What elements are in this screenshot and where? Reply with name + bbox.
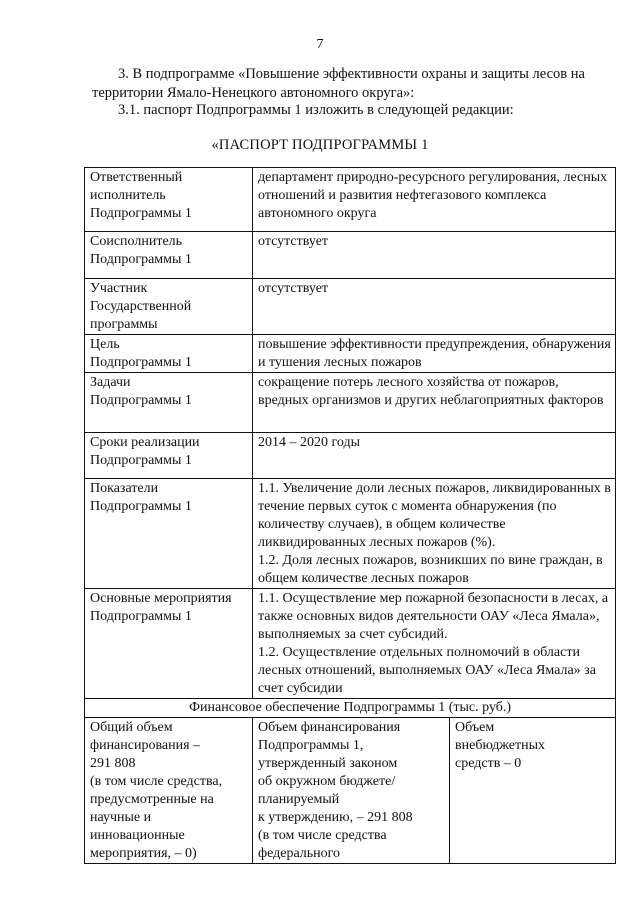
financing-extrabudgetary: Объем внебюджетных средств – 0: [450, 718, 616, 864]
row-label-co-executor: Соисполнитель Подпрограммы 1: [85, 232, 253, 279]
row-label-main-activities: Основные мероприятия Подпрограммы 1: [85, 589, 253, 699]
row-value-co-executor: отсутствует: [253, 232, 616, 279]
row-label-indicators: Показатели Подпрограммы 1: [85, 479, 253, 589]
table-row: [85, 168, 616, 232]
table-row: [85, 433, 616, 479]
passport-title: «ПАСПОРТ ПОДПРОГРАММЫ 1: [211, 137, 429, 153]
passport-table: [84, 167, 616, 864]
row-value-participant: отсутствует: [253, 279, 616, 335]
row-label-participant: Участник Государственной программы: [85, 279, 253, 335]
table-row: [85, 279, 616, 335]
intro-paragraph-2: 3.1. паспорт Подпрограммы 1 изложить в следующей редакции:: [118, 102, 514, 118]
financing-total: Общий объем финансирования – 291 808 (в том числе средства, предусмотренные на научные и инновационные мероприятия, – 0): [85, 718, 253, 864]
row-value-goal: повышение эффективности предупреждения, обнаружения и тушения лесных пожаров: [253, 335, 616, 373]
table-row: [85, 373, 616, 433]
row-value-terms: 2014 – 2020 годы: [253, 433, 616, 479]
table-row: [85, 335, 616, 373]
row-value-indicators: 1.1. Увеличение доли лесных пожаров, ликвидированных в течение первых суток с момента обнаружения (по количеству случаев), в общем количестве ликвидированных лесных пожаров (%). 1.2. Доля лесных пожаров, возникших по вине граждан, в общем количестве лесных пожаров: [253, 479, 616, 589]
row-label-terms: Сроки реализации Подпрограммы 1: [85, 433, 253, 479]
table-row: [85, 232, 616, 279]
financing-approved: Объем финансирования Подпрограммы 1, утвержденный законом об окружном бюджете/ планируемый к утверждению, – 291 808 (в том числе средства федерального: [253, 718, 450, 864]
row-label-goal: Цель Подпрограммы 1: [85, 335, 253, 373]
row-label-responsible: Ответственный исполнитель Подпрограммы 1: [85, 168, 253, 232]
row-label-tasks: Задачи Подпрограммы 1: [85, 373, 253, 433]
financing-title: Финансовое обеспечение Подпрограммы 1 (тыс. руб.): [85, 699, 616, 718]
table-row: [85, 479, 616, 589]
row-value-main-activities: 1.1. Осуществление мер пожарной безопасности в лесах, а также основных видов деятельности ОАУ «Леса Ямала», выполняемых за счет субсидий. 1.2. Осуществление отдельных полномочий в области лесных отношений, выполняемых ОАУ «Леса Ямала» за счет субсидии: [253, 589, 616, 699]
table-row: [85, 699, 616, 718]
row-value-tasks: сокращение потерь лесного хозяйства от пожаров, вредных организмов и других неблагоприятных факторов: [253, 373, 616, 433]
table-row: [85, 718, 616, 864]
row-value-responsible: департамент природно-ресурсного регулирования, лесных отношений и развития нефтегазового комплекса автономного округа: [253, 168, 616, 232]
page-number: 7: [316, 37, 324, 52]
table-row: [85, 589, 616, 699]
intro-paragraph-1: 3. В подпрограмме «Повышение эффективности охраны и защиты лесов на территории Ямало-Ненецкого автономного округа»:: [92, 66, 585, 101]
